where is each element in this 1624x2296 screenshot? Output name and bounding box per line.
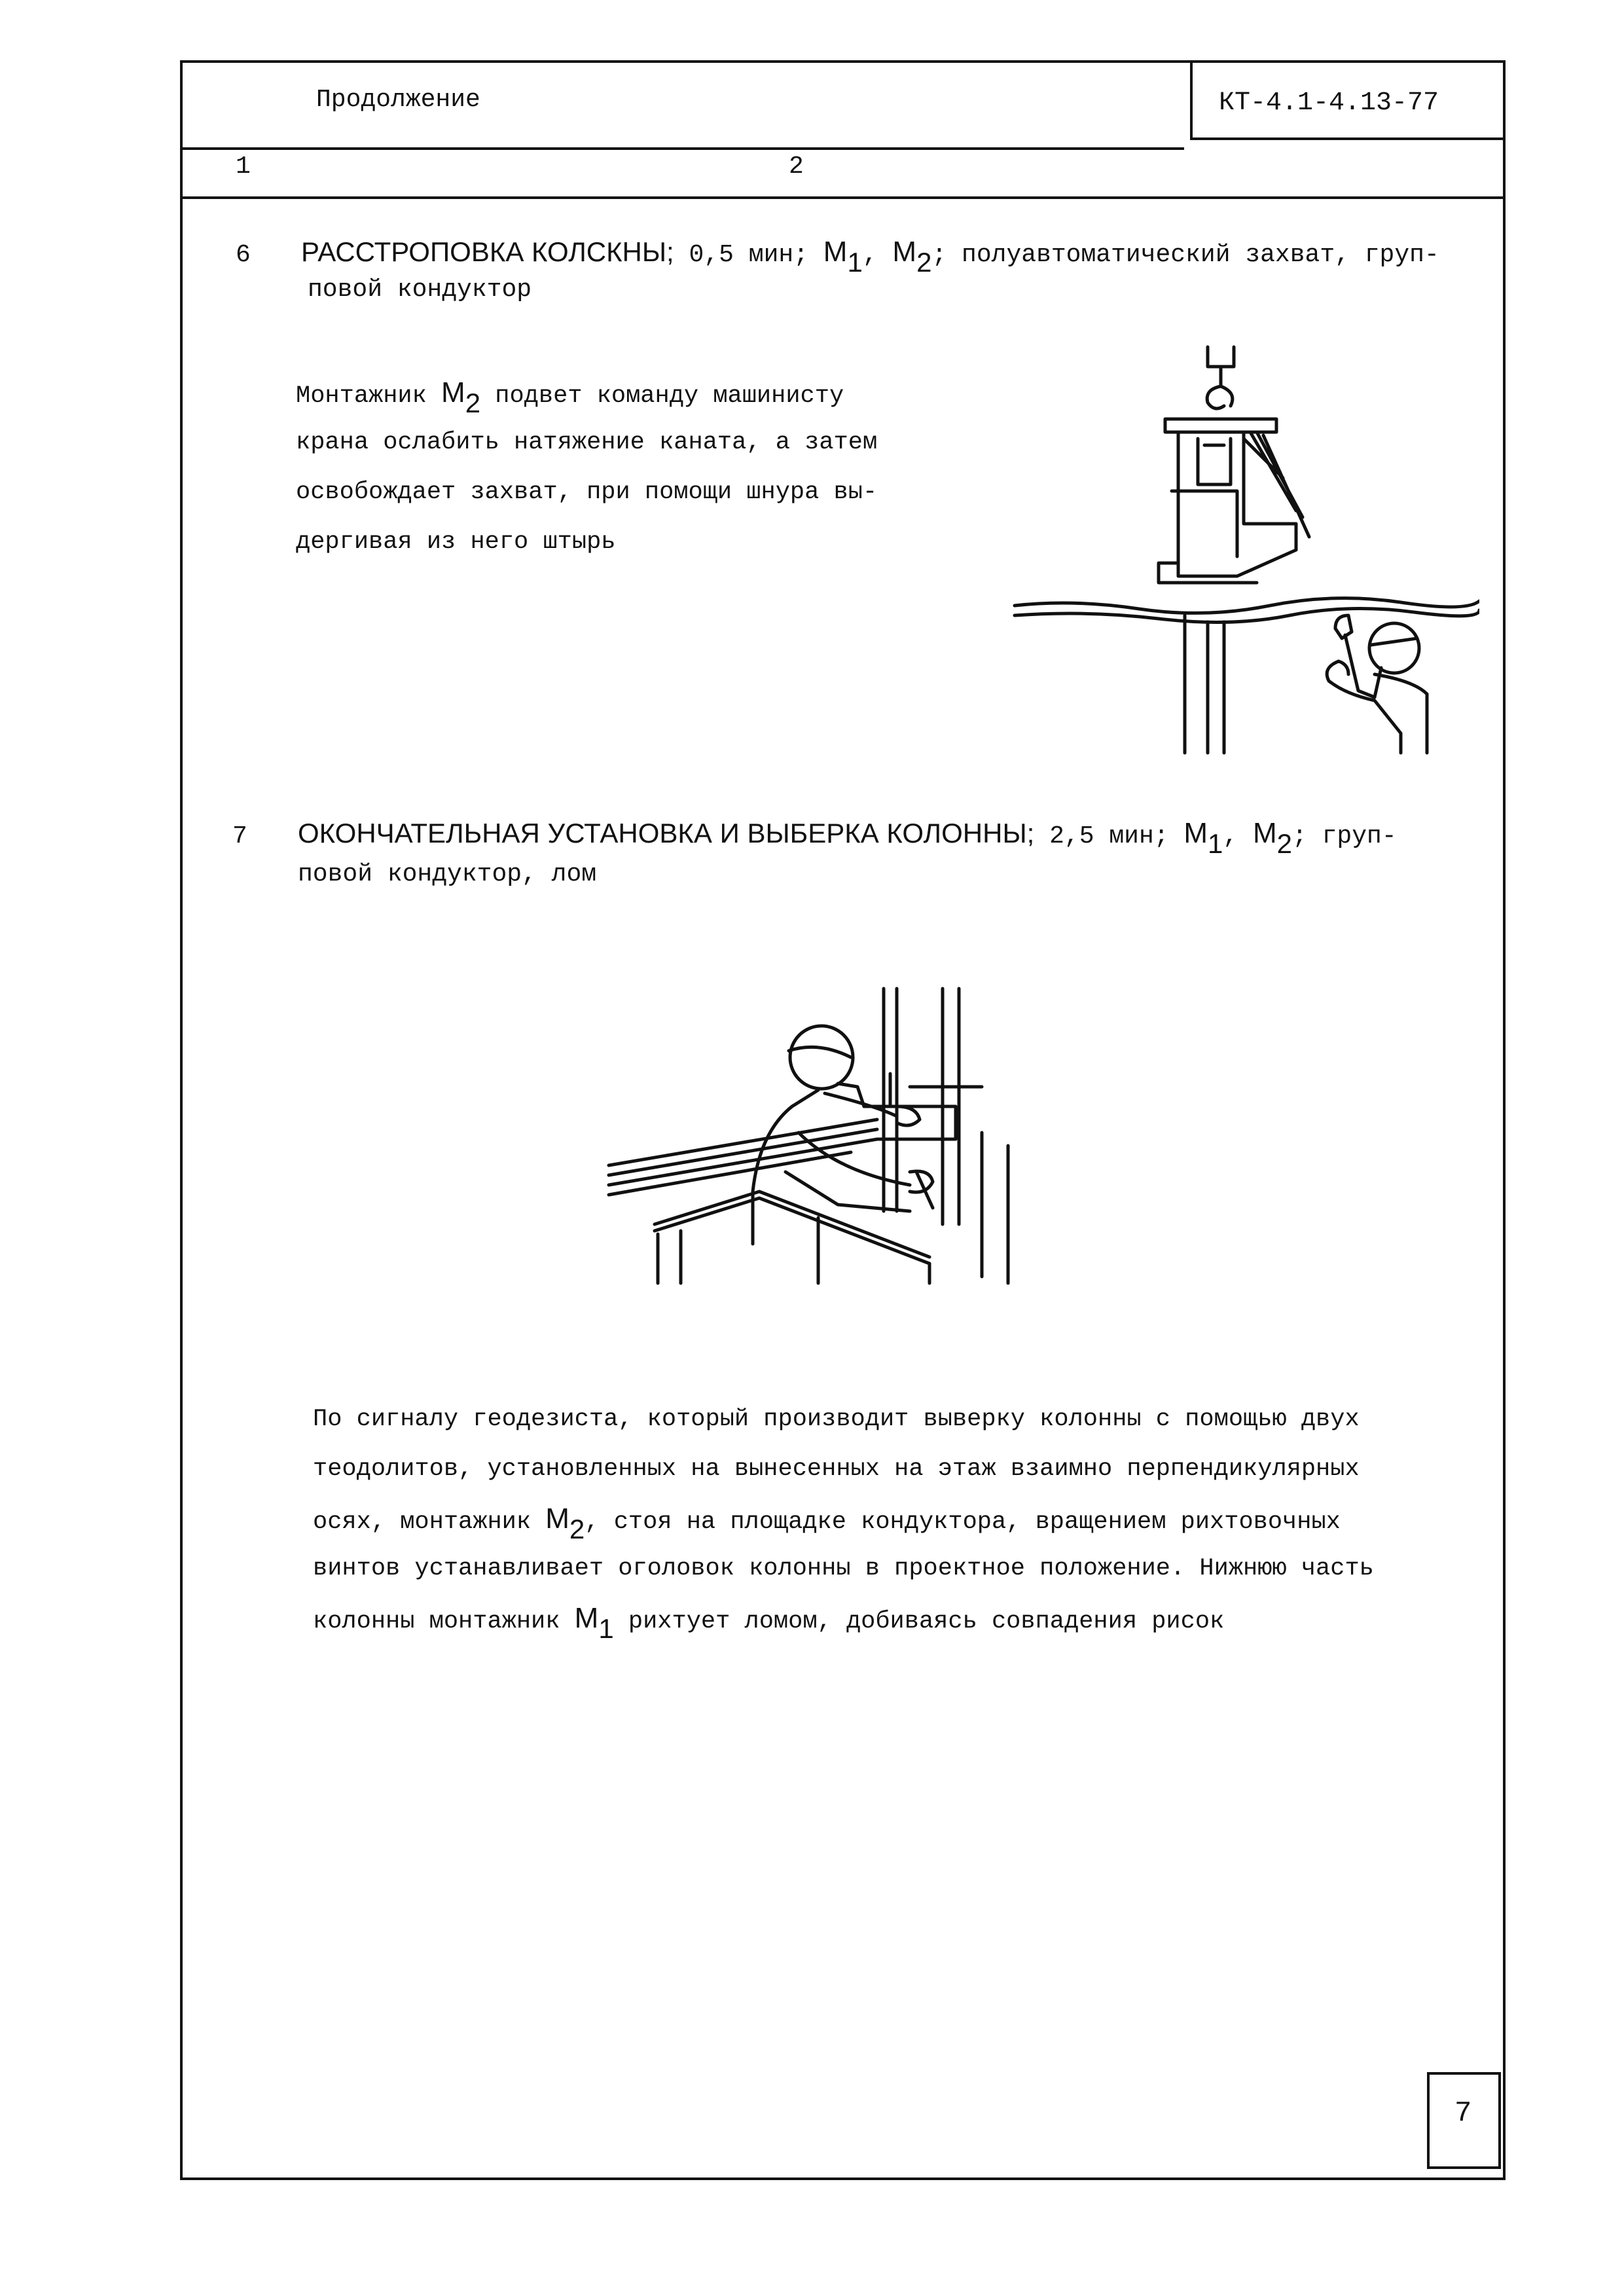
column-number-2: 2 (789, 153, 804, 181)
grab-device (1159, 419, 1309, 583)
column-header-underline (183, 196, 1503, 199)
step-6-time: 0,5 мин; (689, 241, 808, 269)
step-6-desc-m2: $М_2$ (441, 376, 481, 418)
crane-hook-icon (1207, 347, 1234, 409)
step-7-title: ОКОНЧАТЕЛЬНАЯ УСТАНОВКА И ВЫБЕРКА КОЛОННЫ; 2,5 мин; $М_1$, $М_2$; груп- (298, 817, 1397, 859)
step-7-title-main: ОКОНЧАТЕЛЬНАЯ УСТАНОВКА И ВЫБЕРКА КОЛОННЫ; (298, 818, 1035, 848)
step-7-desc-m1: $М_1$ (574, 1602, 614, 1644)
step-7-desc-line: теодолитов, установленных на вынесенных на этаж взаимно перпендикулярных (313, 1455, 1360, 1483)
step-7-time: 2,5 мин; (1049, 822, 1169, 850)
conductor-platform (609, 1120, 1008, 1283)
step-7-desc-line: осях, монтажник $М_2$, стоя на площадке кондуктора, вращением рихтовочных (313, 1503, 1341, 1544)
step-6-desc-line: Монтажник $М_2$ подвет команду машинисту (296, 376, 844, 418)
step-6-m1: $М_1$ (823, 236, 863, 278)
step-7-number: 7 (232, 822, 247, 850)
header-separator (1190, 60, 1193, 139)
step-6-desc-line: крана ослабить натяжение каната, а затем (296, 429, 878, 456)
step-7-m2: $М_2$ (1253, 817, 1293, 859)
header-underline (183, 147, 1184, 150)
worker-figure (1327, 615, 1427, 753)
document-code: КТ-4.1-4.13-77 (1219, 88, 1439, 118)
step-6-title-tail: ; полуавтоматический захват, груп- (931, 241, 1439, 269)
step-7-title-line2: повой кондуктор, лом (298, 860, 597, 888)
column-shaft (1185, 615, 1224, 753)
page-number: 7 (1454, 2097, 1472, 2130)
step-6-title-line2: повой кондуктор (308, 276, 532, 304)
step-6-desc-line: освобождает захват, при помощи шнура вы- (296, 479, 878, 506)
step-7-title-tail: ; груп- (1292, 822, 1397, 850)
step-7-desc-line: колонны монтажник $М_1$ рихтует ломом, добиваясь совпадения рисок (313, 1602, 1225, 1644)
step-7-m1: $М_1$ (1183, 817, 1223, 859)
step-7-desc-m2: $М_2$ (545, 1503, 585, 1544)
step-7-desc-line: винтов устанавливает оголовок колонны в проектное положение. Нижнюю часть (313, 1555, 1374, 1582)
step-6-title-main: РАССТРОПОВКА КОЛСКНЫ; (301, 236, 674, 267)
column-number-1: 1 (236, 153, 251, 181)
doc-code-underline (1190, 137, 1503, 140)
step-6-m2: $М_2$ (892, 236, 932, 278)
continuation-label: Продолжение (316, 86, 480, 114)
step-6-title: РАССТРОПОВКА КОЛСКНЫ; 0,5 мин; $М_1$, $М_2$; полуавтоматический захват, груп- (301, 236, 1439, 278)
step-6-desc-line: дергивая из него штырь (296, 528, 616, 556)
unslinging-illustration (1008, 340, 1479, 759)
alignment-illustration (602, 975, 1047, 1290)
step-7-desc-line: По сигналу геодезиста, который производит выверку колонны с помощью двух (313, 1406, 1360, 1433)
step-6-number: 6 (236, 241, 251, 269)
ground-line (1015, 598, 1479, 623)
